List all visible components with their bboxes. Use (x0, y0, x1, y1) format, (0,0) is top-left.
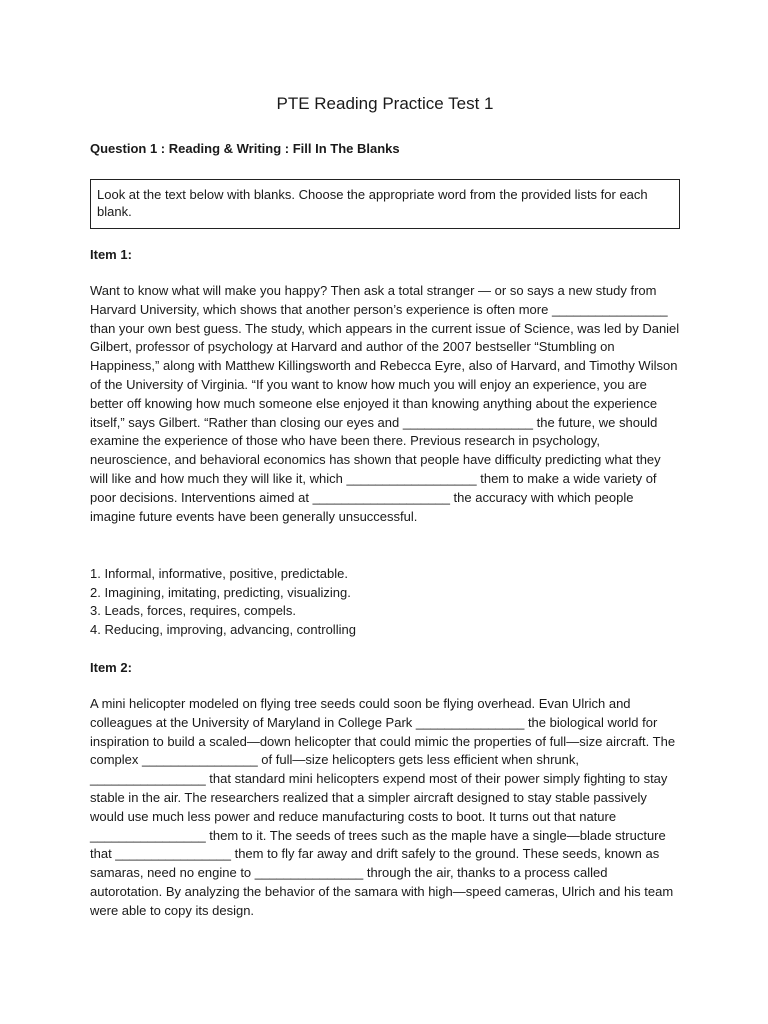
option-4: 4. Reducing, improving, advancing, controlling (90, 621, 356, 637)
instruction-box (90, 179, 680, 229)
option-3: 3. Leads, forces, requires, compels. (90, 603, 296, 619)
item-1-heading: Item 1: (90, 247, 132, 262)
instruction-text: Look at the text below with blanks. Choose the appropriate word from the provided lists for each blank. (97, 187, 648, 219)
item-1-passage: Want to know what will make you happy? Then ask a total stranger — or so says a new study from Harvard University, which shows that another person’s experience is often more ________________ than your own best guess. The study, which appears in the current issue of Science, was led by Daniel Gilbert, professor of psychology at Harvard and author of the 2007 bestseller “Stumbling on Happiness,” along with Matthew Killingsworth and Rebecca Eyre, also of Harvard, and Timothy Wilson of the University of Virginia. “If you want to know how much you will enjoy an experience, you are better off knowing how much someone else enjoyed it than knowing anything about the experience itself,” says Gilbert. “Rather than closing our eyes and __________________ the future, we should examine the experience of those who have been there. Previous research in psychology, neuroscience, and behavioral economics has shown that people have difficulty predicting what they will like and how much they will like it, which __________________ them to make a wide variety of poor decisions. Interventions aimed at ___________________ the accuracy with which people imagine future events have been generally unsuccessful. (90, 283, 680, 524)
option-2: 2. Imagining, imitating, predicting, visualizing. (90, 584, 351, 600)
option-1: 1. Informal, informative, positive, predictable. (90, 566, 348, 581)
item-1-options (90, 565, 356, 639)
item-2-heading: Item 2: (90, 660, 132, 675)
page-title: PTE Reading Practice Test 1 (276, 94, 494, 113)
question-heading: Question 1 : Reading & Writing : Fill In The Blanks (90, 141, 400, 156)
item-2-passage: A mini helicopter modeled on flying tree seeds could soon be flying overhead. Evan Ulrich and colleagues at the University of Maryland in College Park _______________ the biological world for inspiration to build a scaled—down helicopter that could mimic the properties of full—size aircraft. The complex ________________ of full—size helicopters gets less efficient when shrunk, ________________ that standard mini helicopters expend most of their power simply fighting to stay stable in the air. The researchers realized that a simpler aircraft designed to stay stable passively would use much less power and reduce manufacturing costs to boot. It turns out that nature ________________ them to it. The seeds of trees such as the maple have a single—blade structure that ________________ them to fly far away and drift safely to the ground. These seeds, known as samaras, need no engine to _______________ through the air, thanks to a process called autorotation. By analyzing the behavior of the samara with high—speed cameras, Ulrich and his team were able to copy its design. (90, 696, 676, 918)
